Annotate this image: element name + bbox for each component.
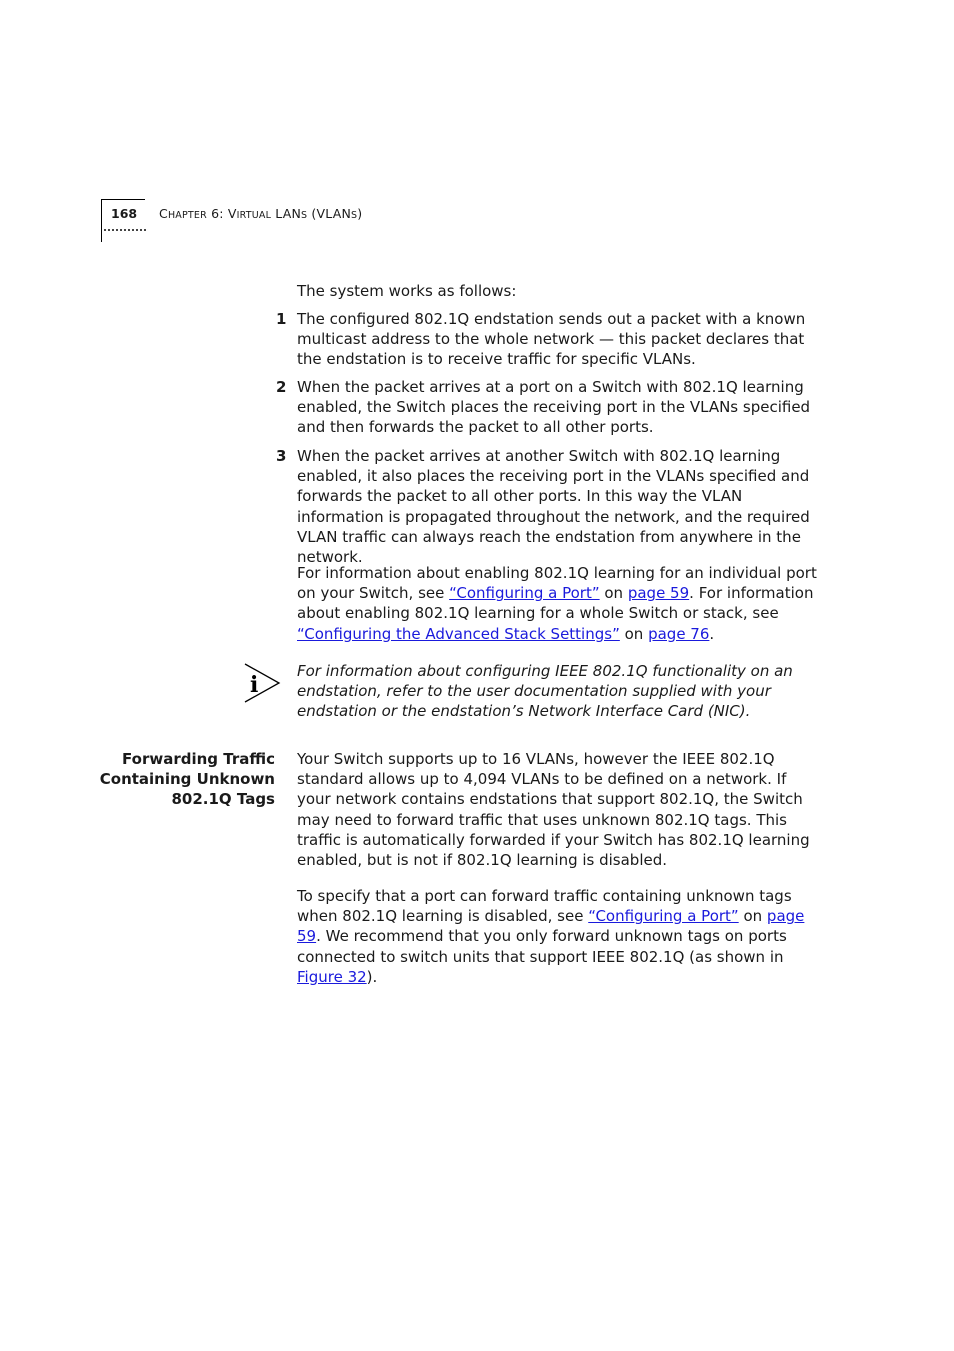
- header-rule-left: [101, 199, 102, 242]
- step-number: 1: [276, 310, 287, 328]
- note-text: For information about configuring IEEE 802.1Q functionality on an endstation, refer to the user documentation supplied with your endstation or the endstation’s Network Interface Card (NIC).: [297, 662, 793, 721]
- link-page-59[interactable]: page 59: [297, 907, 805, 946]
- info-note-icon: [243, 662, 281, 704]
- svg-text:i: i: [250, 672, 259, 698]
- step-number: 3: [276, 447, 287, 465]
- link-configuring-advanced-stack-settings[interactable]: “Configuring the Advanced Stack Settings”: [297, 624, 620, 643]
- header-dotted-rule: [104, 229, 146, 234]
- step-text: When the packet arrives at a port on a Switch with 802.1Q learning enabled, the Switch places the receiving port in the VLANs specified and then forwards the packet to all other ports.: [297, 378, 811, 437]
- section-heading: Forwarding Traffic Containing Unknown 802.1Q Tags: [99, 750, 275, 809]
- page-number: 168: [111, 206, 138, 221]
- section-paragraph-2: To specify that a port can forward traffic containing unknown tags when 802.1Q learning is disabled, see “Configuring a Port” on page 59. We recommend that you only forward unknown tags on ports connected to switch units that support IEEE 802.1Q (as shown in Figure 32).: [297, 887, 805, 986]
- chapter-title: CHAPTER 6: VIRTUAL LANS (VLANS): [159, 206, 363, 221]
- intro-paragraph: The system works as follows:: [297, 282, 517, 300]
- link-configuring-a-port[interactable]: “Configuring a Port”: [588, 907, 739, 926]
- link-page-59[interactable]: page 59: [627, 584, 690, 603]
- link-figure-32[interactable]: Figure 32: [297, 967, 367, 986]
- link-configuring-a-port[interactable]: “Configuring a Port”: [449, 584, 600, 603]
- link-page-76[interactable]: page 76: [648, 624, 710, 643]
- header-rule-top: [101, 199, 145, 200]
- step-text: The configured 802.1Q endstation sends out a packet with a known multicast address to the whole network — this packet declares that the endstation is to receive traffic for specific VLANs.: [297, 310, 806, 369]
- info-paragraph: For information about enabling 802.1Q learning for an individual port on your Switch, see “Configuring a Port” on page 59. For information about enabling 802.1Q learning for a whole Switch or stack, see “Configuring the Advanced Stack Settings” on page 76.: [297, 564, 817, 643]
- step-text: When the packet arrives at another Switch with 802.1Q learning enabled, it also places the receiving port in the VLANs specified and forwards the packet to all other ports. In this way the VLAN information is propagated throughout the network, and the required VLAN traffic can always reach the endstation from anywhere in the network.: [297, 447, 810, 567]
- section-paragraph: Your Switch supports up to 16 VLANs, however the IEEE 802.1Q standard allows up to 4,094 VLANs to be defined on a network. If your network contains endstations that support 802.1Q, the Switch may need to forward traffic that uses unknown 802.1Q tags. This traffic is automatically forwarded if your Switch has 802.1Q learning enabled, but is not if 802.1Q learning is disabled.: [297, 750, 810, 870]
- step-number: 2: [276, 378, 287, 396]
- page-header: [101, 199, 401, 243]
